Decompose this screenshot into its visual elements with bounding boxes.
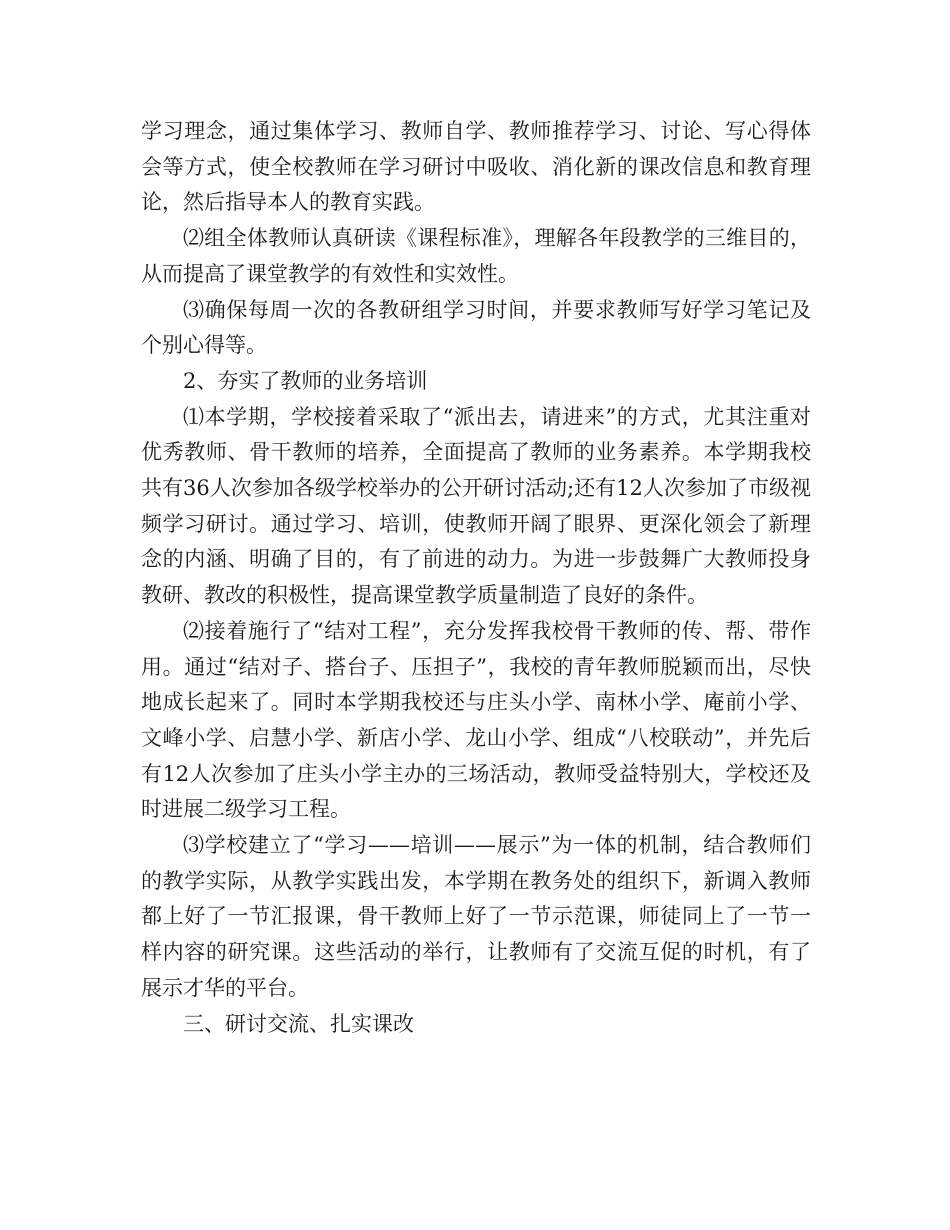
paragraph-learning-methods: 学习理念，通过集体学习、教师自学、教师推荐学习、讨论、写心得体会等方式，使全校教师在学习研讨中吸收、消化新的课改信息和教育理论，然后指导本人的教育实践。: [141, 119, 811, 215]
paragraph-pairing-project: ⑵接着施行了“结对工程”，充分发挥我校骨干教师的传、帮、带作用。通过“结对子、搭台子、压担子”，我校的青年教师脱颖而出，尽快地成长起来了。同时本学期我校还与庄头小学、南林小学、庵前小学、文峰小学、启慧小学、新店小学、龙山小学、组成“八校联动”，并先后有12人次参加了庄头小学主办的三场活动，教师受益特别大，学校还及时进展二级学习工程。: [141, 618, 811, 822]
paragraph-weekly-study-time: ⑶确保每周一次的各教研组学习时间，并要求教师写好学习笔记及个别心得等。: [141, 297, 811, 358]
paragraph-learn-train-show-mechanism: ⑶学校建立了“学习——培训——展示”为一体的机制，结合教师们的教学实际，从教学实践出发，本学期在教务处的组织下，新调入教师都上好了一节汇报课，骨干教师上好了一节示范课，师徒同上了一节一样内容的研究课。这些活动的举行，让教师有了交流互促的时机，有了展示才华的平台。: [141, 833, 811, 1000]
document-body: [141, 114, 811, 1042]
section-heading-research-exchange: 三、研讨交流、扎实课改: [183, 1011, 414, 1036]
paragraph-study-curriculum-standards: ⑵组全体教师认真研读《课程标准》，理解各年段教学的三维目的，从而提高了课堂教学的有效性和实效性。: [141, 226, 811, 286]
paragraph-send-out-invite-in: ⑴本学期，学校接着采取了“派出去，请进来”的方式，尤其注重对优秀教师、骨干教师的培养，全面提高了教师的业务素养。本学期我校共有36人次参加各级学校举办的公开研讨活动;还有12人次参加了市级视频学习研讨。通过学习、培训，使教师开阔了眼界、更深化领会了新理念的内涵、明确了目的，有了前进的动力。为进一步鼓舞广大教师投身教研、教改的积极性，提高课堂教学质量制造了良好的条件。: [141, 404, 811, 608]
section-heading-teacher-training: 2、夯实了教师的业务培训: [183, 368, 428, 393]
